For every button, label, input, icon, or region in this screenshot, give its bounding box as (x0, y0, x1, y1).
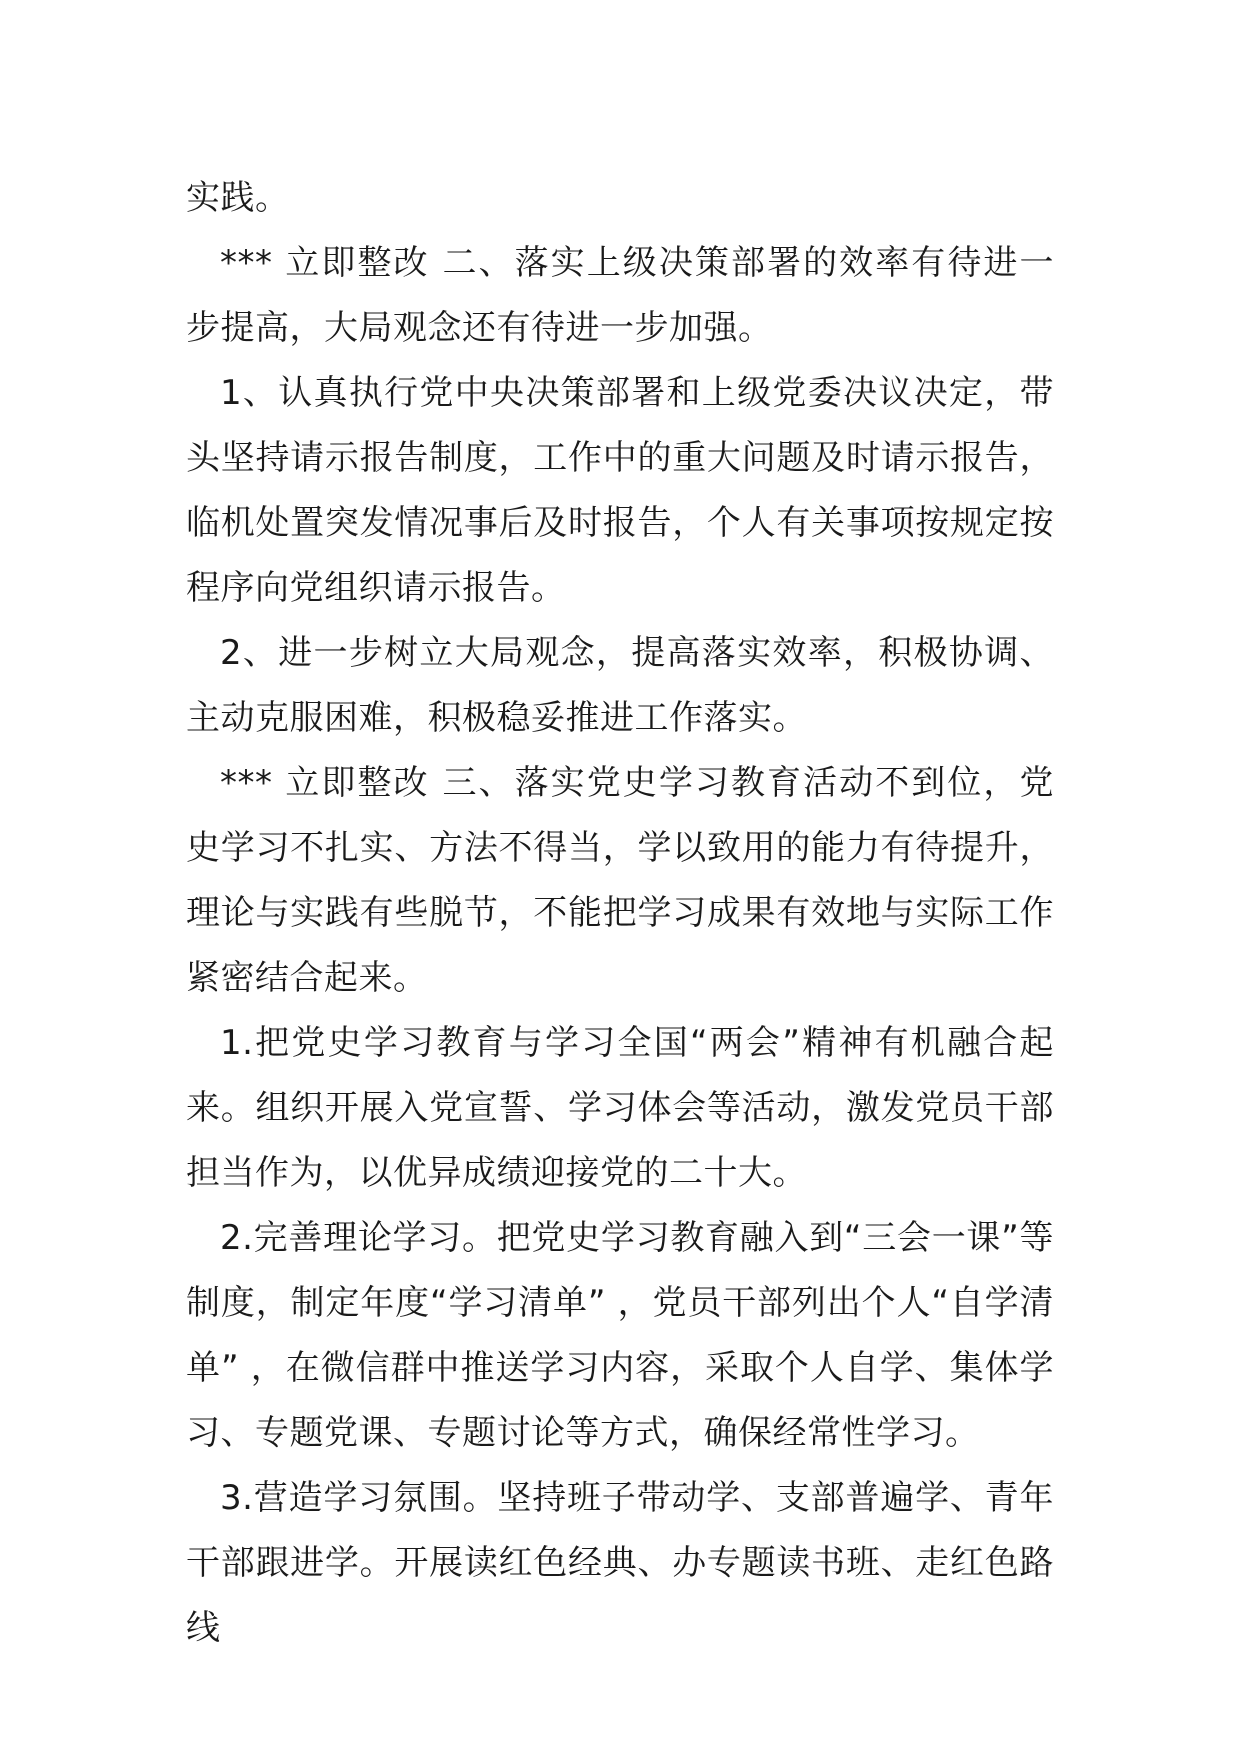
paragraph-measure-3-2: 2.完善理论学习。把党史学习教育融入到“三会一课”等制度，制定年度“学习清单” ，党员干部列出个人“自学清单” ，在微信群中推送学习内容，采取个人自学、集体学习、专题党课、专题讨论等方式，确保经常性学习。 (186, 1218, 1054, 1453)
paragraph-measure-3-3: 3.营造学习氛围。坚持班子带动学、支部普遍学、青年干部跟进学。开展读红色经典、办专题读书班、走红色路线 (186, 1478, 1054, 1648)
paragraph-measure-2-2: 2、进一步树立大局观念，提高落实效率，积极协调、主动克服困难，积极稳妥推进工作落实。 (186, 633, 1054, 738)
paragraph-measure-3-1: 1.把党史学习教育与学习全国“两会”精神有机融合起来。组织开展入党宣誓、学习体会等活动，激发党员干部担当作为，以优异成绩迎接党的二十大。 (186, 1023, 1054, 1193)
paragraph-measure-2-1: 1、认真执行党中央决策部署和上级党委决议决定，带头坚持请示报告制度，工作中的重大问题及时请示报告，临机处置突发情况事后及时报告，个人有关事项按规定按程序向党组织请示报告。 (186, 373, 1054, 608)
paragraph-issue-three: *** 立即整改 三、落实党史学习教育活动不到位，党史学习不扎实、方法不得当，学以致用的能力有待提升，理论与实践有些脱节，不能把学习成果有效地与实际工作紧密结合起来。 (186, 763, 1054, 998)
document-body (186, 166, 1054, 1661)
paragraph-continuation: 实践。 (186, 178, 290, 218)
paragraph-issue-two: *** 立即整改 二、落实上级决策部署的效率有待进一步提高，大局观念还有待进一步加强。 (186, 243, 1054, 348)
